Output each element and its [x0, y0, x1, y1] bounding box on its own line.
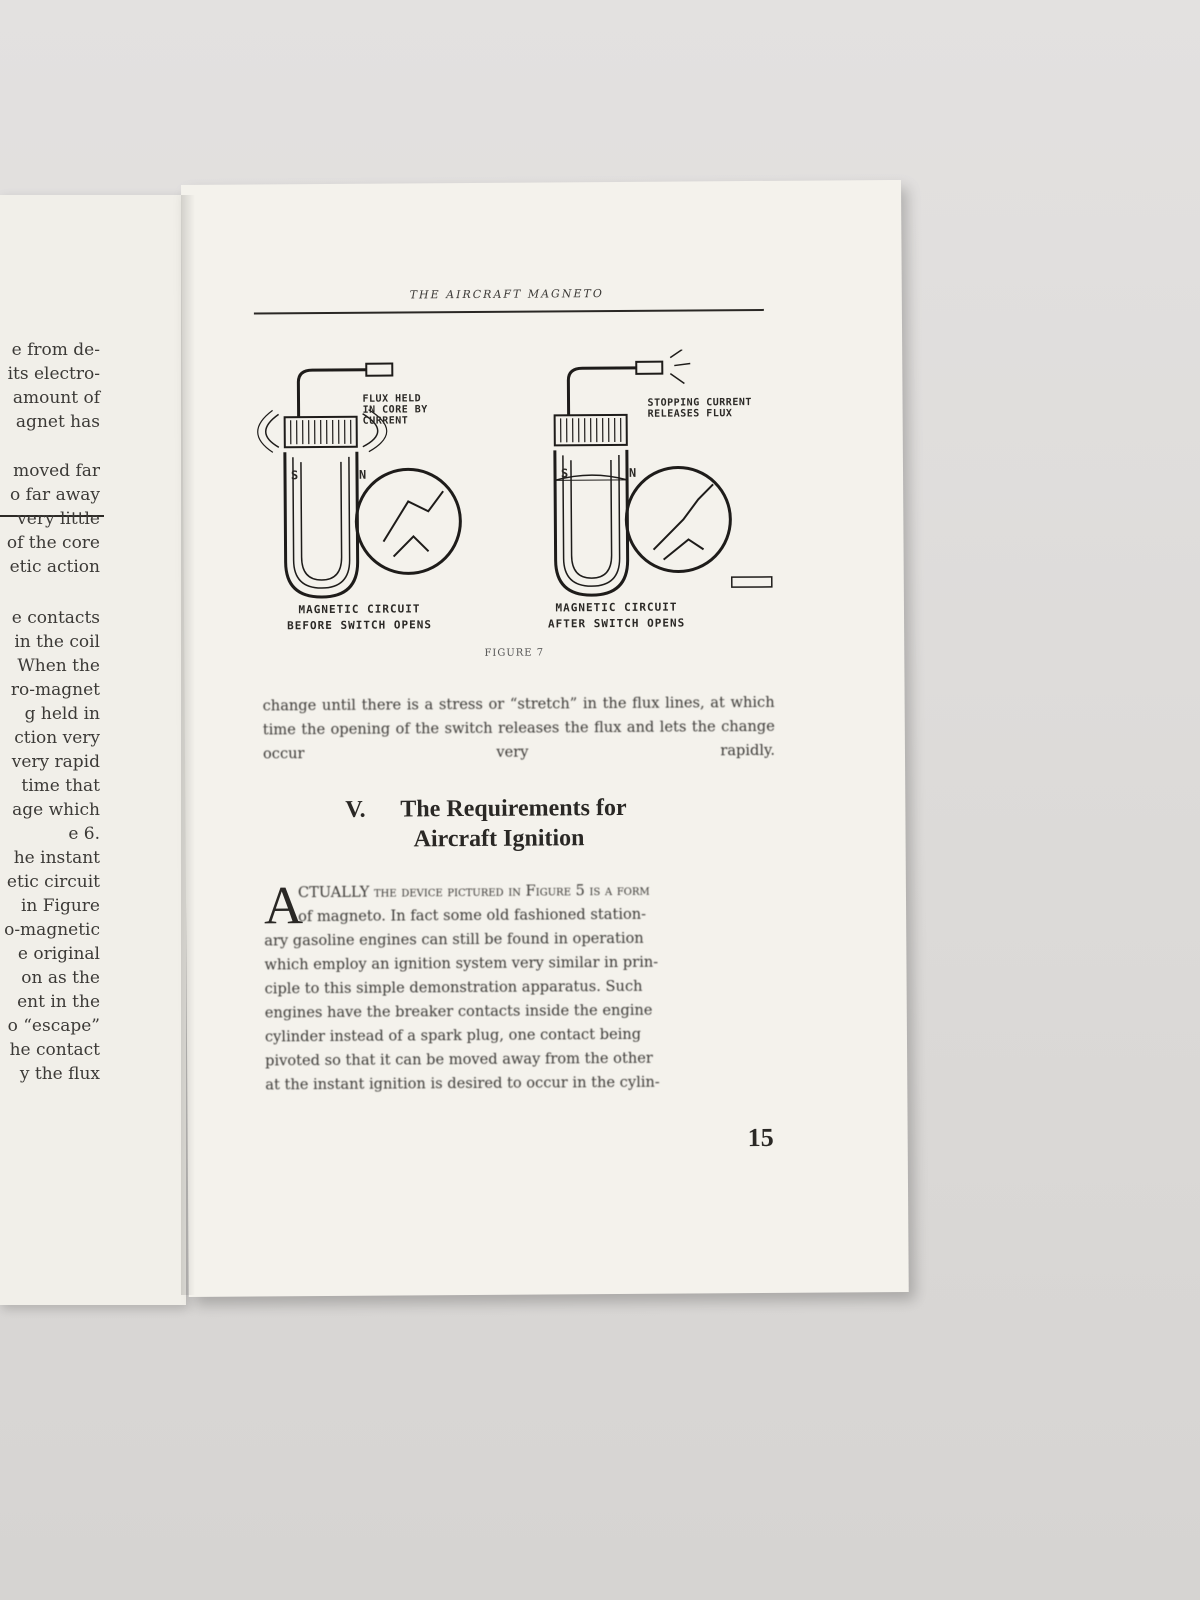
left-text-line: in the coil	[14, 632, 100, 652]
left-text-line: o-magnetic	[4, 920, 100, 940]
pole-n-left: N	[358, 467, 367, 482]
section-heading	[345, 793, 765, 853]
pole-n-right: N	[628, 465, 637, 480]
caption-line: AFTER SWITCH OPENS	[547, 616, 686, 631]
paragraph-line: which employ an ignition system very similar in prin-	[264, 953, 659, 974]
paragraph-line: ciple to this simple demonstration apparatus. Such	[264, 977, 643, 998]
paragraph-line: of magneto. In fact some old fashioned station-	[298, 905, 647, 926]
left-text-line: e contacts	[11, 608, 100, 628]
magnetic-circuit-diagram	[242, 349, 784, 603]
body-paragraph: change until there is a stress or “stretch” in the flux lines, at which time the opening of the switch releases the flux and lets the change occur very rapidly.	[262, 693, 776, 763]
left-text-line: he instant	[13, 848, 100, 868]
left-text-line: g held in	[24, 704, 100, 724]
left-text-line: o far away	[9, 485, 100, 505]
left-text-line: e from de-	[11, 340, 100, 360]
caption-line: MAGNETIC CIRCUIT	[298, 602, 421, 617]
left-text-line: ction very	[14, 728, 100, 748]
left-text-line: agnet has	[15, 412, 100, 432]
paragraph-line: cylinder instead of a spark plug, one contact being	[264, 1025, 642, 1046]
page-number: 15	[747, 1122, 774, 1153]
left-text-line: in Figure	[20, 896, 100, 916]
label-flux-held	[362, 393, 427, 426]
caption-line: BEFORE SWITCH OPENS	[287, 618, 433, 633]
left-text-line: etic action	[9, 557, 100, 577]
left-text-line: its electro-	[7, 364, 100, 384]
contact-detail-right	[626, 467, 731, 572]
left-page	[0, 195, 186, 1305]
book-gutter-shadow	[181, 195, 195, 1295]
left-text-line: he contact	[9, 1040, 100, 1060]
left-text-line: ro-magnet	[10, 680, 100, 700]
label-line: RELEASES FLUX	[647, 408, 733, 420]
right-page	[181, 180, 909, 1297]
figure-number: FIGURE 7	[484, 647, 545, 659]
left-text-line: age which	[12, 800, 100, 820]
figure-caption-left	[252, 601, 467, 635]
left-text-line: amount of	[12, 388, 100, 408]
section-title-line: Aircraft Ignition	[413, 825, 585, 853]
running-head-rule	[254, 309, 764, 315]
left-text-line: ent in the	[17, 992, 100, 1012]
running-head: THE AIRCRAFT MAGNETO	[409, 287, 604, 302]
contact-detail-left	[356, 469, 461, 574]
left-text-line: When the	[17, 656, 100, 676]
left-text-line: y the flux	[19, 1064, 100, 1084]
left-text-line: e 6.	[68, 824, 100, 844]
left-text-line: time that	[21, 776, 100, 796]
label-line: CURRENT	[362, 415, 409, 427]
paragraph-line: at the instant ignition is desired to occur in the cylin-	[265, 1073, 660, 1094]
left-text-line: moved far	[13, 461, 100, 481]
switch-closed-left	[366, 364, 392, 376]
left-text-line: o “escape”	[7, 1016, 100, 1036]
left-text-line: on as the	[21, 968, 100, 988]
figure-caption-right	[504, 599, 729, 633]
wire-right	[568, 368, 636, 415]
left-text-line: very little	[17, 509, 100, 529]
switch-open-right	[636, 362, 662, 374]
section-number: V.	[345, 796, 366, 823]
paragraph-line: CTUALLY the device pictured in Figure 5 is a form	[297, 881, 650, 902]
paragraph-line: engines have the breaker contacts inside the engine	[264, 1001, 653, 1022]
label-line: IN CORE BY	[362, 404, 428, 416]
pole-s-right: S	[560, 466, 569, 481]
label-line: STOPPING CURRENT	[647, 397, 752, 409]
paragraph-line: ary gasoline engines can still be found in operation	[264, 929, 644, 950]
left-text-line: very rapid	[11, 752, 100, 772]
left-text-line: of the core	[6, 533, 100, 553]
section-title-line: The Requirements for	[400, 794, 627, 823]
pole-s-left: S	[290, 468, 299, 483]
caption-line: MAGNETIC CIRCUIT	[555, 600, 678, 615]
label-line: FLUX HELD	[362, 393, 422, 405]
paragraph-line: pivoted so that it can be moved away from the other	[265, 1049, 653, 1070]
label-stopping-current	[647, 397, 751, 420]
wire-left	[298, 370, 366, 417]
left-text-line: e original	[17, 944, 100, 964]
left-text-line: etic circuit	[6, 872, 100, 892]
drop-cap: A	[263, 875, 304, 936]
